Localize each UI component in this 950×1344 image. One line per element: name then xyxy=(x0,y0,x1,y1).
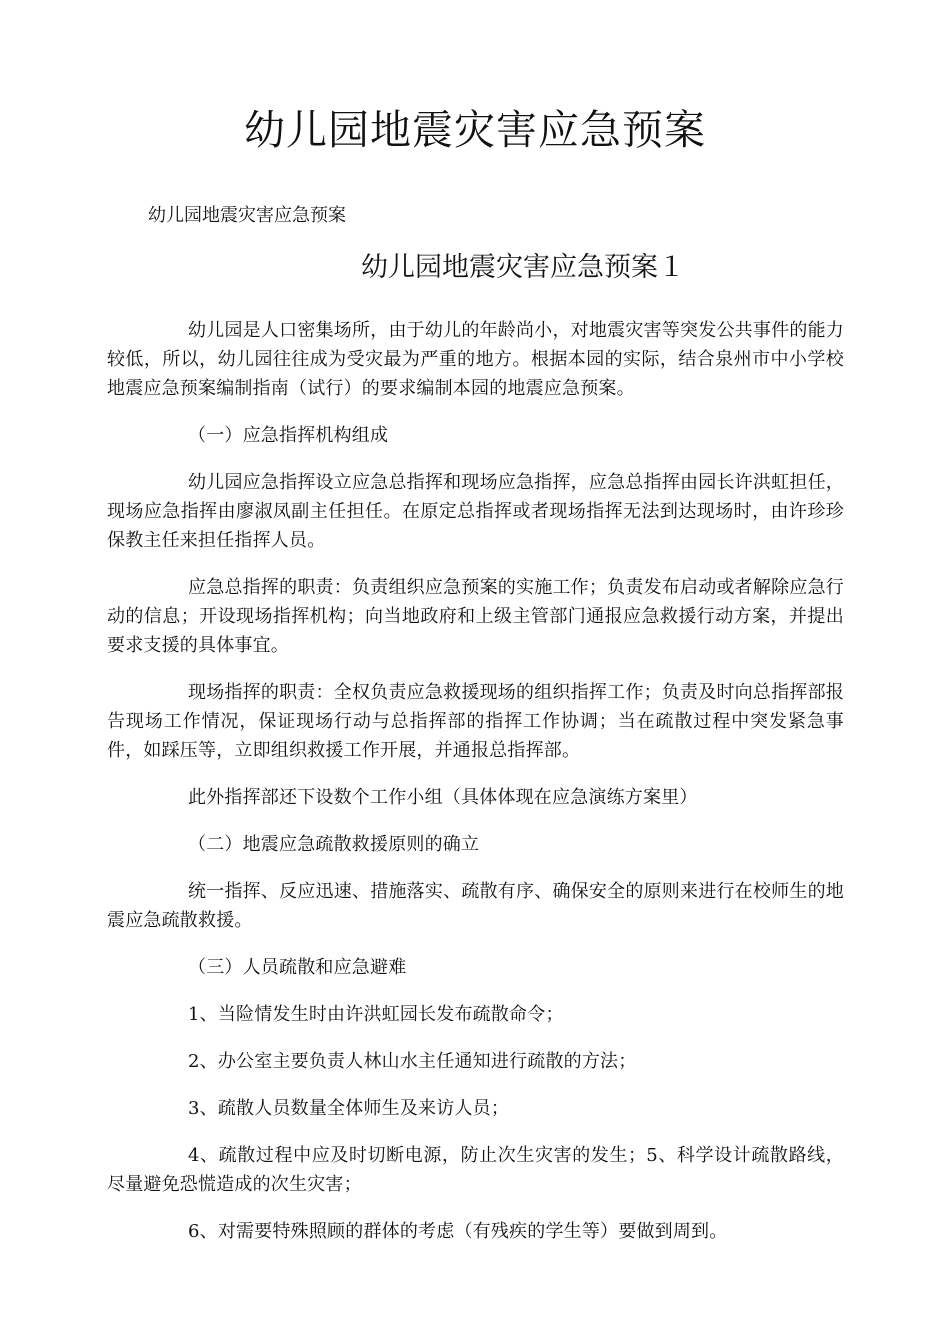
list-item: 4、疏散过程中应及时切断电源，防止次生灾害的发生；5、科学设计疏散路线，尽量避免恐慌造成的次生灾害； xyxy=(107,1145,844,1195)
list-item: 1、当险情发生时由许洪虹园长发布疏散命令； xyxy=(188,1004,564,1025)
list-item: 3、疏散人员数量全体师生及来访人员； xyxy=(188,1098,510,1119)
paragraph-intro: 幼儿园是人口密集场所，由于幼儿的年龄尚小，对地震灾害等突发公共事件的能力较低，所以，幼儿园往往成为受灾最为严重的地方。根据本园的实际，结合泉州市中小学校地震应急预案编制指南（试行）的要求编制本园的地震应急预案。 xyxy=(107,320,844,399)
heading-evacuation-principles: （二）地震应急疏散救援原则的确立 xyxy=(188,834,480,855)
paragraph-principles: 统一指挥、反应迅速、措施落实、疏散有序、确保安全的原则来进行在校师生的地震应急疏散救援。 xyxy=(107,881,844,931)
heading-command-structure: （一）应急指挥机构组成 xyxy=(188,425,389,446)
list-item: 2、办公室主要负责人林山水主任通知进行疏散的方法； xyxy=(188,1051,637,1072)
document-body xyxy=(107,316,844,1264)
list-item: 6、对需要特殊照顾的群体的考虑（有残疾的学生等）要做到周到。 xyxy=(188,1221,728,1242)
heading-evacuation-shelter: （三）人员疏散和应急避难 xyxy=(188,957,407,978)
paragraph-chief-duties: 应急总指挥的职责：负责组织应急预案的实施工作；负责发布启动或者解除应急行动的信息；开设现场指挥机构；向当地政府和上级主管部门通报应急救援行动方案，并提出要求支援的具体事宜。 xyxy=(107,577,844,656)
paragraph-working-groups: 此外指挥部还下设数个工作小组（具体体现在应急演练方案里） xyxy=(188,787,698,808)
document-title: 幼儿园地震灾害应急预案 xyxy=(244,106,706,154)
section-title: 幼儿园地震灾害应急预案１ xyxy=(361,252,685,283)
paragraph-command-setup: 幼儿园应急指挥设立应急总指挥和现场应急指挥，应急总指挥由园长许洪虹担任，现场应急指挥由廖淑凤副主任担任。在原定总指挥或者现场指挥无法到达现场时，由许珍珍保教主任来担任指挥人员。 xyxy=(107,472,844,551)
paragraph-onsite-duties: 现场指挥的职责：全权负责应急救援现场的组织指挥工作；负责及时向总指挥部报告现场工作情况，保证现场行动与总指挥部的指挥工作协调；当在疏散过程中突发紧急事件，如踩压等，立即组织救援工作开展，并通报总指挥部。 xyxy=(107,682,844,761)
document-subtitle: 幼儿园地震灾害应急预案 xyxy=(148,205,346,226)
